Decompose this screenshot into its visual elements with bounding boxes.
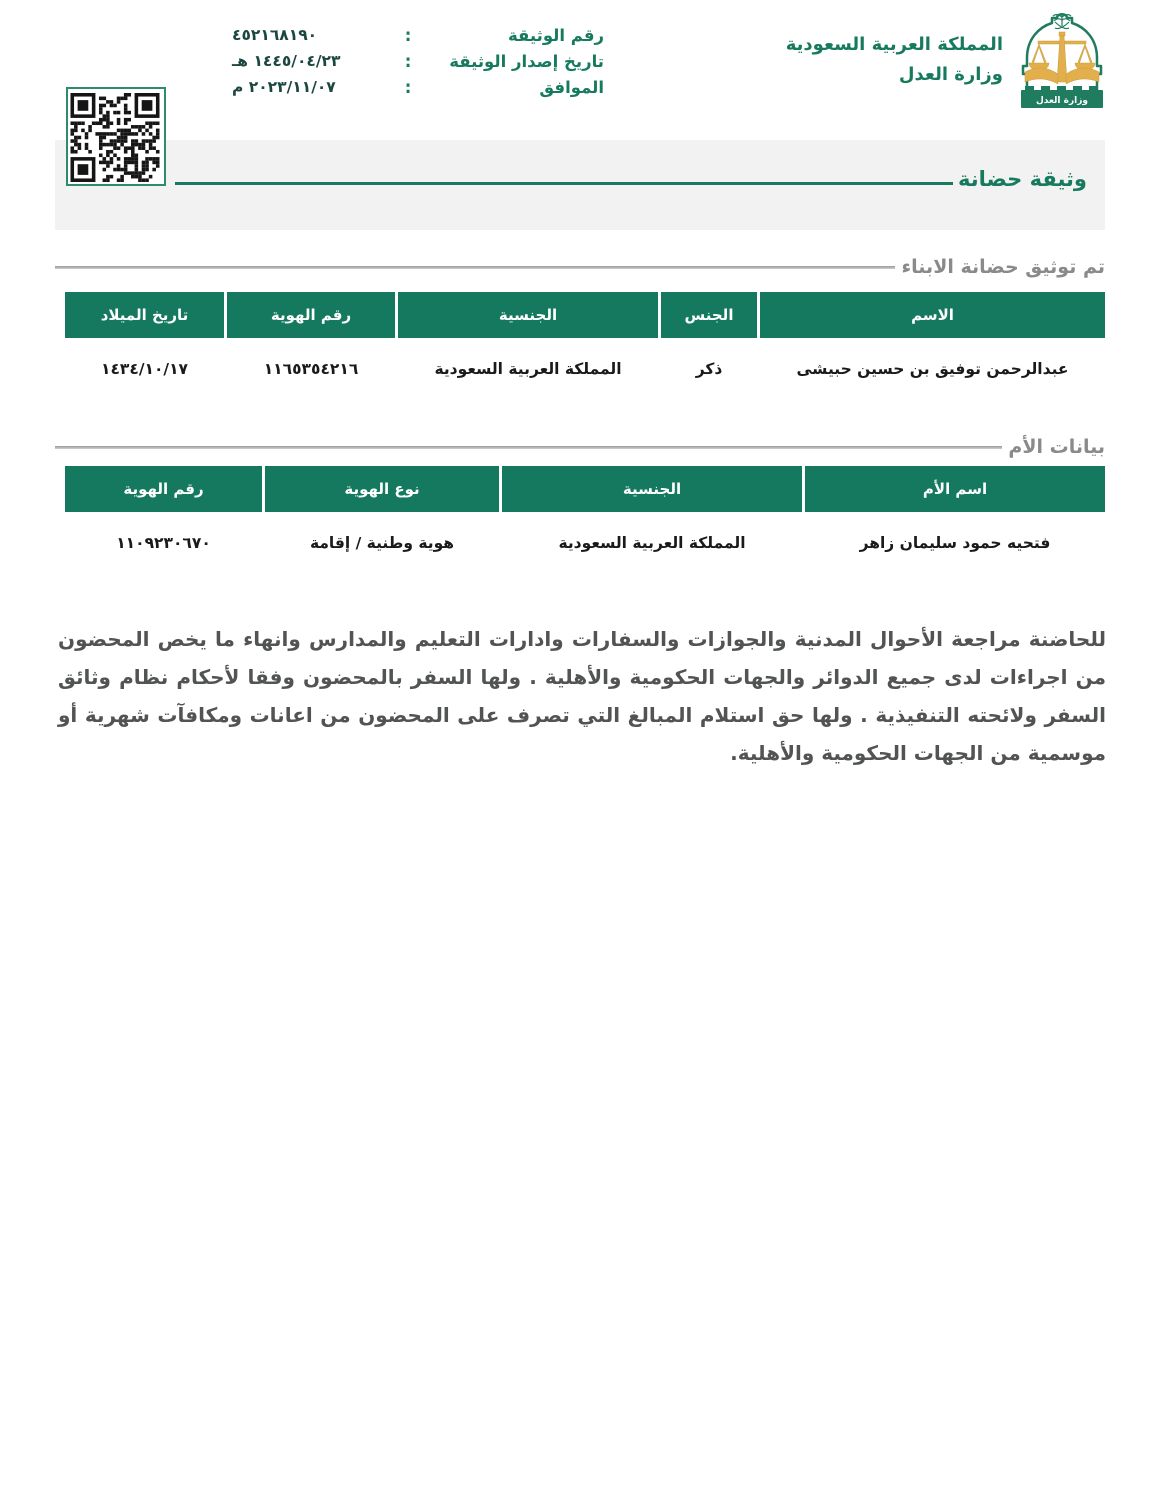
table-cell: ١١٦٥٣٥٤٢١٦ xyxy=(263,360,359,378)
column-header: اسم الأم xyxy=(805,466,1105,512)
ministry-of-justice-logo xyxy=(1011,8,1113,120)
children-table xyxy=(65,292,1105,398)
doc-number-label: رقم الوثيقة xyxy=(508,26,604,45)
title-band xyxy=(55,140,1105,230)
mother-section-header xyxy=(55,436,1105,458)
logo-banner-text: وزارة العدل xyxy=(1035,96,1089,106)
column-header: الجنسية xyxy=(398,292,658,338)
table-cell: ذكر xyxy=(695,360,723,378)
section-rule xyxy=(55,446,1002,449)
kingdom-name: المملكة العربية السعودية xyxy=(785,34,1003,55)
section-rule xyxy=(55,266,895,269)
children-section-header xyxy=(55,256,1105,278)
table-cell: عبدالرحمن توفيق بن حسين حبيشى xyxy=(796,360,1069,378)
mother-section-title: بيانات الأم xyxy=(1008,436,1105,458)
ministry-name: وزارة العدل xyxy=(898,64,1003,85)
column-header: الجنسية xyxy=(502,466,802,512)
mother-table xyxy=(65,466,1105,572)
doc-number-separator: : xyxy=(404,26,412,45)
column-header: نوع الهوية xyxy=(265,466,499,512)
qr-code-icon xyxy=(70,93,160,182)
gregorian-date-separator: : xyxy=(404,78,412,97)
ministry-header xyxy=(743,30,1003,90)
document-info xyxy=(232,26,604,97)
issue-date-label: تاريخ إصدار الوثيقة xyxy=(449,52,604,71)
table-cell: ١١٠٩٢٣٠٦٧٠ xyxy=(116,534,211,552)
column-header: رقم الهوية xyxy=(65,466,262,512)
document-title: وثيقة حضانة xyxy=(957,167,1087,191)
gregorian-date-label: الموافق xyxy=(539,78,604,97)
table-cell: ١٤٣٤/١٠/١٧ xyxy=(100,360,188,378)
qr-code xyxy=(66,87,166,186)
table-cell: المملكة العربية السعودية xyxy=(558,534,746,552)
doc-number-value: ٤٥٢١٦٨١٩٠ xyxy=(232,26,318,44)
table-cell: هوية وطنية / إقامة xyxy=(309,534,455,552)
column-header: تاريخ الميلاد xyxy=(65,292,224,338)
column-header: رقم الهوية xyxy=(227,292,395,338)
custodian-rights-text: للحاضنة مراجعة الأحوال المدنية والجوازات والسفارات وادارات التعليم والمدارس وانهاء ما يخص المحضون من اجراءات لدى جميع الدوائر والجهات الحكومية والأهلية . ولها السفر بالمحضون وفقا لأحكام نظام وثائق السفر ولائحته التنفيذية . ولها حق استلام المبالغ التي تصرف على المحضون من اعانات ومكافآت شهرية أو موسمية من الجهات الحكومية والأهلية. xyxy=(58,627,1106,765)
children-section-title: تم توثيق حضانة الابناء xyxy=(901,256,1105,278)
table-cell: المملكة العربية السعودية xyxy=(434,360,622,378)
gregorian-date-value: ٢٠٢٣/١١/٠٧ م xyxy=(232,78,336,96)
title-rule xyxy=(175,182,953,185)
justice-scales-emblem-icon xyxy=(1011,8,1113,120)
column-header: الاسم xyxy=(760,292,1105,338)
table-cell: فتحيه حمود سليمان زاهر xyxy=(859,534,1051,552)
column-header: الجنس xyxy=(661,292,757,338)
issue-date-value: ١٤٤٥/٠٤/٢٣ هـ xyxy=(232,52,341,70)
issue-date-separator: : xyxy=(404,52,412,71)
